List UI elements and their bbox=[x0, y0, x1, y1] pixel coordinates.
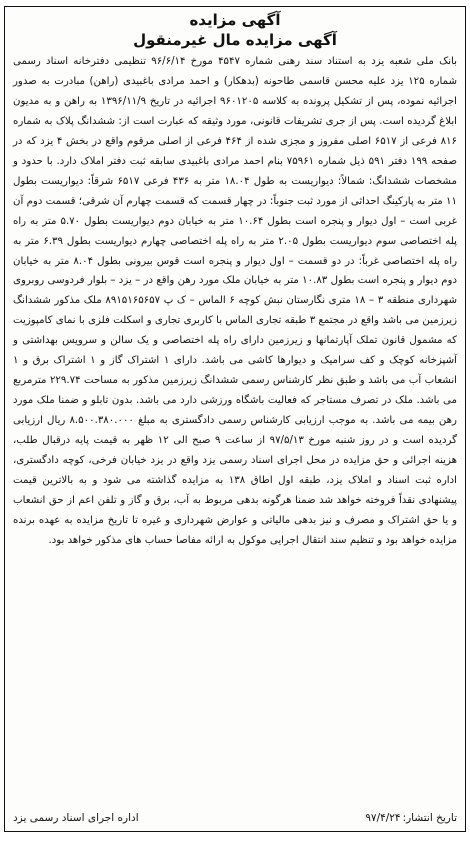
publication-date-label: تاریخ انتشار: bbox=[402, 812, 457, 824]
notice-footer bbox=[13, 809, 457, 827]
notice-subtitle: آگهی مزایده مال غیرمنقول bbox=[133, 31, 337, 49]
notice-body: بانک ملی شعبه یزد به استناد سند رهنی شماره ۴۵۴۷ مورخ ۹۶/۶/۱۴ تنظیمی دفترخانه اسناد رسمی شماره ۱۲۵ یزد علیه محسن قاسمی طاحونه (بدهکار) و احمد مرادی باغبیدی (راهن) مبادرت به صدور اجرائیه نموده، پس از تشکیل پرونده به کلاسه ۹۶۰۱۲۰۵ اجرائیه در تاریخ ۱۳۹۶/۱۱/۹ به راهن و به مدیون ابلاغ گردیده است. پس از جری تشریفات قانونی، مورد وثیقه که عبارت است از: ششدانگ پلاک به شماره ۸۱۶ فرعی از ۶۵۱۷ اصلی مفروز و مجزی شده از ۴۶۴ فرعی از اصلی مرقوم واقع در بخش ۴ یزد که در صفحه ۱۹۹ دفتر ۵۹۱ ذیل شماره ۷۵۹۶۱ بنام احمد مرادی باغبیدی سابقه ثبت دفتر املاک دارد. با حدود و مشخصات ششدانگ: شمالاً: دیواریست به طول ۱۸.۰۴ متر به ۴۳۶ فرعی ۶۵۱۷ شرقاً: دیواریست بطول ۱۱ متر به پارکینگ احداثی از مورد ثبت جنوباً: در چهار قسمت که قسمت چهارم آن شرقی؛ قسمت دوم آن غربی است – اول دیوار و پنجره است بطول ۱۰.۶۴ متر به خیابان دوم دیواریست بطول ۵.۷۰ متر به راه پله اختصاصی سوم دیواریست بطول ۲.۰۵ متر به راه پله اختصاصی چهارم دیواریست بطول ۶.۳۹ متر به راه پله اختصاصی غرباً: در دو قسمت – اول دیوار و پنجره است قوس بیرونی بطول ۸.۰۴ متر به خیابان دوم دیوار و پنجره است بطول ۱۰.۸۳ متر به خیابان ملک مورد رهن واقع در – یزد – بلوار فردوسی روبروی شهرداری منطقه ۳ – ۱۸ متری نگارستان نبش کوچه ۶ الماس – ک پ ۸۹۱۵۱۶۵۶۵۷ ملک مذکور ششدانگ زیرزمین می باشد واقع در مجتمع ۳ طبقه تجاری الماس با کاربری تجاری و اسکلت فلزی با نمای کامپوزیت که مشمول قانون تملک آپارتمانها و زیرزمین دارای راه پله اختصاصی و یک سالن و سرویس بهداشتی و آشپزخانه کوچک و کف سرامیک و دیوارها کاشی می باشد. دارای ۱ اشتراک گاز و ۱ اشتراک برق و ۱ انشعاب آب می باشد و طبق نظر کارشناس رسمی ششدانگ زیرزمین مذکور به مساحت ۲۲۹.۷۴ مترمربع می باشد. ملک در تصرف مستاجر که فعالیت باشگاه ورزشی دارد می باشد. بدون تابلو و ضمنا ملک مورد رهن بیمه می باشد. به موجب ارزیابی کارشناس رسمی دادگستری به مبلغ ۸.۵۰۰.۳۸۰.۰۰۰ ریال ارزیابی گردیده است و در روز شنبه مورخ ۹۷/۵/۱۳ از ساعت ۹ صبح الی ۱۲ ظهر به قیمت پایه درقبال طلب، هزینه اجرائی و حق مزایده در محل اجرای اسناد رسمی یزد واقع در یزد خیابان فرخی، کوچه دادگستری، اداره ثبت اسناد و املاک یزد، طبقه اول اطاق ۱۳۸ به مزایده گذاشته می شود و به بالاترین قیمت پیشنهادی نقداً فروخته خواهد شد ضمنا هرگونه بدهی مربوط به آب، برق و گاز و تلفن اعم از حق انشعاب و یا حق اشتراک و مصرف و نیز بدهی مالیاتی و عوارض شهرداری و غیره تا تاریخ مزایده به عهده برنده مزایده خواهد بود و تنظیم سند انتقال اجرایی موکول به ارائه مفاصا حساب های مذکور خواهد بود. bbox=[13, 56, 458, 546]
notice-title: آگهی مزایده bbox=[189, 11, 281, 29]
issuing-office: اداره اجرای اسناد رسمی یزد bbox=[13, 812, 139, 824]
publication-date-value: ۹۷/۴/۲۴ bbox=[365, 812, 401, 824]
publication-date bbox=[365, 809, 457, 827]
auction-notice bbox=[4, 6, 466, 832]
